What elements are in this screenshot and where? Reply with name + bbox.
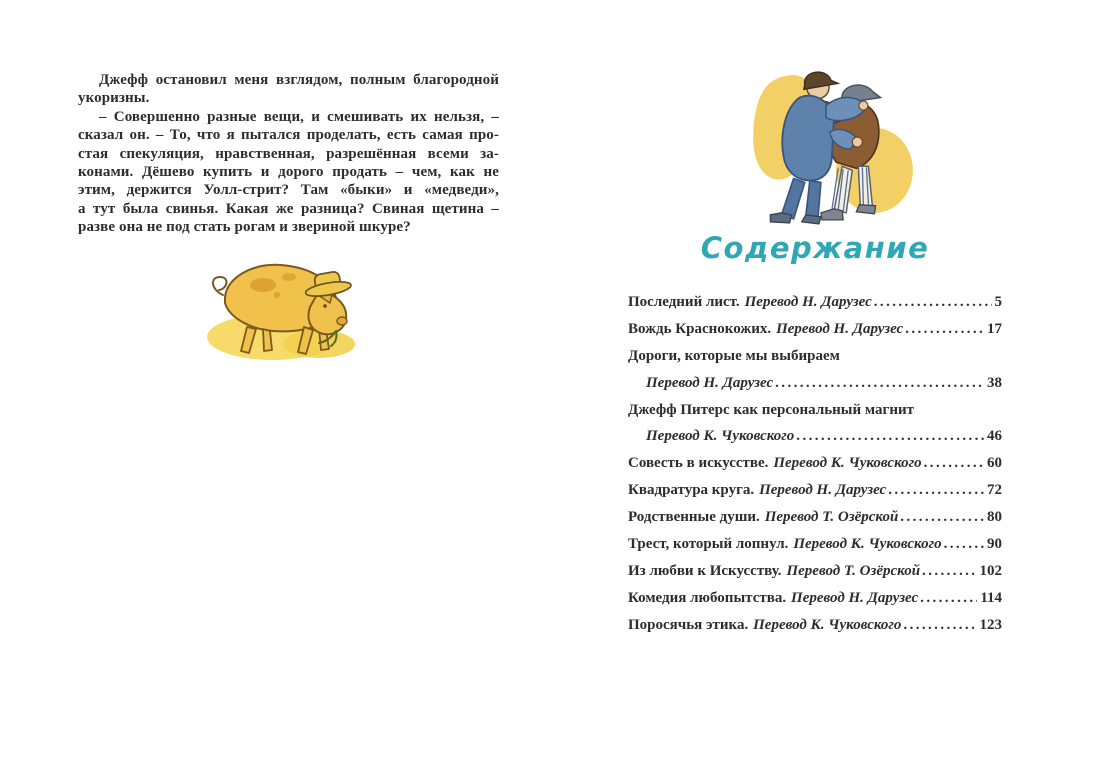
pig-illustration	[200, 247, 362, 362]
toc-page-number: 17	[987, 320, 1002, 337]
toc-entry	[628, 321, 1002, 348]
text-line: сказал он. – То, что я пытался проделать, есть самая про-	[78, 127, 499, 144]
text-line: Джефф остановил меня взглядом, полным благородной	[99, 72, 499, 88]
embrace-illustration	[737, 52, 919, 228]
toc-page-number: 80	[987, 509, 1002, 526]
toc-entry-title: Квадратура круга.	[628, 482, 755, 499]
toc-entry	[628, 402, 1002, 429]
toc-dot-leader	[775, 375, 984, 392]
toc-dot-leader	[922, 563, 976, 580]
text-line: а тут была свинья. Какая же разница? Свиная щетина –	[78, 200, 499, 217]
toc-page-number: 102	[979, 562, 1002, 579]
toc-entry-translator: Перевод Н. Дарузес	[791, 589, 919, 606]
pig-in-straw-hat-icon	[200, 247, 362, 362]
left-page-text	[78, 71, 499, 237]
toc-entry-title: Из любви к Искусству.	[628, 562, 782, 579]
toc-entry-translator: Перевод Н. Дарузес	[776, 320, 904, 337]
toc-entry	[628, 563, 1002, 590]
two-men-embracing-icon	[737, 52, 919, 228]
text-line: – Совершенно разные вещи, и смешивать их нельзя, –	[99, 108, 499, 125]
toc-entry	[628, 617, 1002, 644]
text-line: стая спекуляция, нравственная, разрешённая всеми за-	[78, 145, 499, 162]
toc-dot-leader	[924, 455, 984, 472]
toc-entry	[628, 482, 1002, 509]
toc-dot-leader	[905, 321, 984, 338]
toc-entry	[628, 294, 1002, 321]
toc-entry-title: Родственные души.	[628, 509, 760, 526]
toc-entry-translator: Перевод Н. Дарузес	[744, 294, 872, 310]
toc-entry	[628, 590, 1002, 617]
toc-entry-title: Совесть в искусстве.	[628, 455, 769, 472]
toc-dot-leader	[903, 617, 976, 634]
toc-dot-leader	[920, 590, 977, 607]
toc-entry-title: Последний лист.	[628, 294, 740, 310]
toc-entry	[628, 375, 1002, 402]
toc-dot-leader	[944, 536, 984, 553]
toc-entry-translator: Перевод Т. Озёрской	[764, 509, 899, 526]
toc-page-number: 114	[980, 589, 1002, 606]
toc-entry-translator: Перевод Н. Дарузес	[759, 482, 887, 499]
toc-entry-translator: Перевод К. Чуковского	[773, 455, 922, 472]
toc-entry-title: Джефф Питерс как персональный магнит	[628, 401, 914, 418]
text-line: разве она не под стать рогам и звериной шкуре?	[78, 219, 411, 236]
toc-entry-translator: Перевод К. Чуковского	[753, 616, 902, 633]
toc-entry-translator: Перевод К. Чуковского	[646, 428, 795, 445]
toc-entry-translator: Перевод К. Чуковского	[793, 536, 942, 553]
toc-dot-leader	[900, 509, 984, 526]
toc-page-number: 123	[979, 616, 1002, 633]
text-line: этим, держится Уолл-стрит? Там «быки» и «медведи»,	[78, 182, 499, 199]
toc-entry	[628, 536, 1002, 563]
toc-dot-leader	[888, 482, 984, 499]
toc-entry-title: Трест, который лопнул.	[628, 536, 789, 553]
toc-list	[628, 294, 1002, 644]
toc-dot-leader	[796, 428, 984, 445]
toc-page-number: 60	[987, 455, 1002, 472]
toc-entry-title: Поросячья этика.	[628, 616, 749, 633]
toc-entry	[628, 348, 1002, 375]
toc-page-number: 90	[987, 536, 1002, 553]
toc-dot-leader	[874, 294, 992, 311]
toc-entry	[628, 509, 1002, 536]
toc-entry-title: Дороги, которые мы выбираем	[628, 347, 840, 364]
toc-entry	[628, 428, 1002, 455]
toc-entry-translator: Перевод Т. Озёрской	[786, 562, 921, 579]
text-line: конами. Дёшево купить и дорого продать – чем, как не	[78, 164, 499, 181]
toc-entry-translator: Перевод Н. Дарузес	[646, 374, 774, 391]
toc-page-number: 5	[994, 294, 1002, 310]
toc-page-number: 46	[987, 428, 1002, 445]
toc-page-number: 72	[987, 482, 1002, 499]
toc-entry	[628, 455, 1002, 482]
toc-entry-title: Комедия любопытства.	[628, 589, 787, 606]
toc-page-number: 38	[987, 374, 1002, 391]
toc-entry-title: Вождь Краснокожих.	[628, 320, 772, 337]
text-line: укоризны.	[78, 90, 150, 107]
contents-heading: Содержание	[700, 231, 930, 265]
